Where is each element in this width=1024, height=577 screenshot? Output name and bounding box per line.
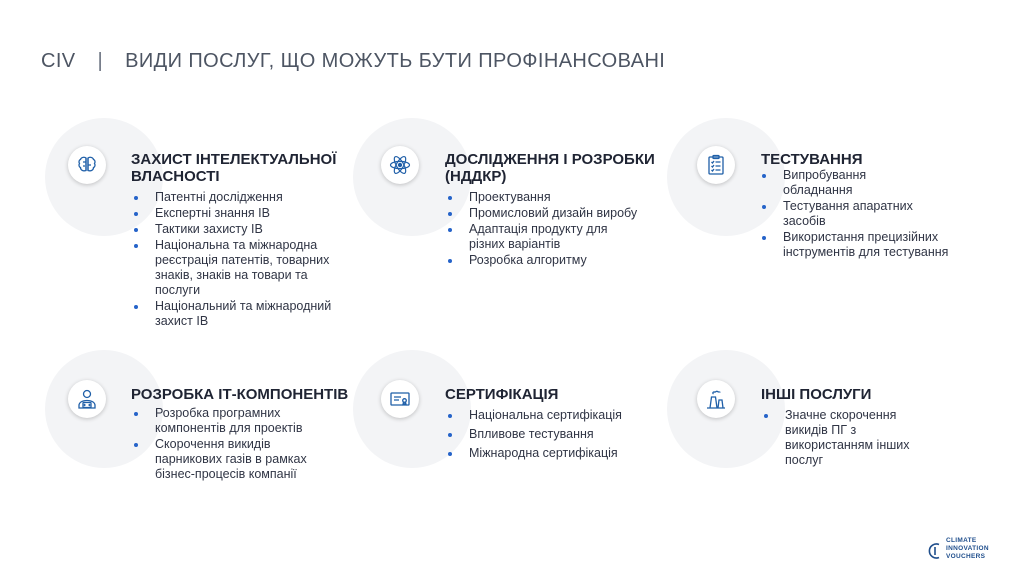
brain-icon (68, 146, 106, 184)
list-item: Національна та міжнародна реєстрація патентів, товарних знаків, знаків на товари та послуги (131, 238, 356, 298)
card-list (761, 408, 931, 469)
logo-line-1: CLIMATE (946, 537, 977, 544)
list-item: Міжнародна сертифікація (445, 446, 655, 461)
list-item: Розробка програмних компонентів для проектів (131, 406, 335, 436)
card-heading: ДОСЛІДЖЕННЯ І РОЗРОБКИ (НДДКР) (445, 151, 655, 185)
card-list (759, 168, 959, 261)
card-heading: ЗАХИСТ ІНТЕЛЕКТУАЛЬНОЇ ВЛАСНОСТІ (131, 151, 337, 185)
list-item: Експертні знання ІВ (131, 206, 356, 221)
card-list (445, 190, 655, 269)
card-heading: РОЗРОБКА ІТ-КОМПОНЕНТІВ (131, 386, 349, 403)
list-item: Скорочення викидів парникових газів в рамках бізнес-процесів компанії (131, 437, 340, 482)
clipboard-checklist-icon (697, 146, 735, 184)
logo-line-3: VOUCHERS (946, 553, 986, 560)
list-item: Тестування апаратних засобів (759, 199, 933, 229)
list-item: Розробка алгоритму (445, 253, 655, 268)
climate-innovation-vouchers-logo (928, 537, 1008, 569)
developer-icon (68, 380, 106, 418)
certificate-icon (381, 380, 419, 418)
page-title (41, 50, 665, 73)
logo-line-2: INNOVATION (946, 545, 989, 552)
list-item: Впливове тестування (445, 427, 655, 442)
list-item: Адаптація продукту для різних варіантів (445, 222, 619, 252)
atom-icon (381, 146, 419, 184)
list-item: Національна сертифікація (445, 408, 655, 423)
title-text: ВИДИ ПОСЛУГ, ЩО МОЖУТЬ БУТИ ПРОФІНАНСОВАНІ (125, 50, 666, 72)
brand-label: CIV (41, 50, 76, 72)
logo-text (946, 537, 989, 561)
title-separator: | (97, 50, 104, 72)
list-item: Національний та міжнародний захист ІВ (131, 299, 356, 329)
card-list (131, 406, 341, 483)
list-item: Тактики захисту ІВ (131, 222, 356, 237)
card-list (445, 408, 655, 462)
list-item: Використання прецизійних інструментів для тестування (759, 230, 959, 260)
list-item: Патентні дослідження (131, 190, 356, 205)
list-item: Випробування обладнання (759, 168, 898, 198)
card-heading: СЕРТИФІКАЦІЯ (445, 386, 559, 403)
factory-icon (697, 380, 735, 418)
card-heading: ІНШІ ПОСЛУГИ (761, 386, 872, 403)
list-item: Значне скорочення викидів ПГ з використанням інших послуг (761, 408, 925, 468)
list-item: Промисловий дизайн виробу (445, 206, 655, 221)
list-item: Проектування (445, 190, 655, 205)
card-heading: ТЕСТУВАННЯ (761, 151, 863, 168)
logo-mark-icon (928, 541, 942, 561)
card-list (131, 190, 356, 330)
